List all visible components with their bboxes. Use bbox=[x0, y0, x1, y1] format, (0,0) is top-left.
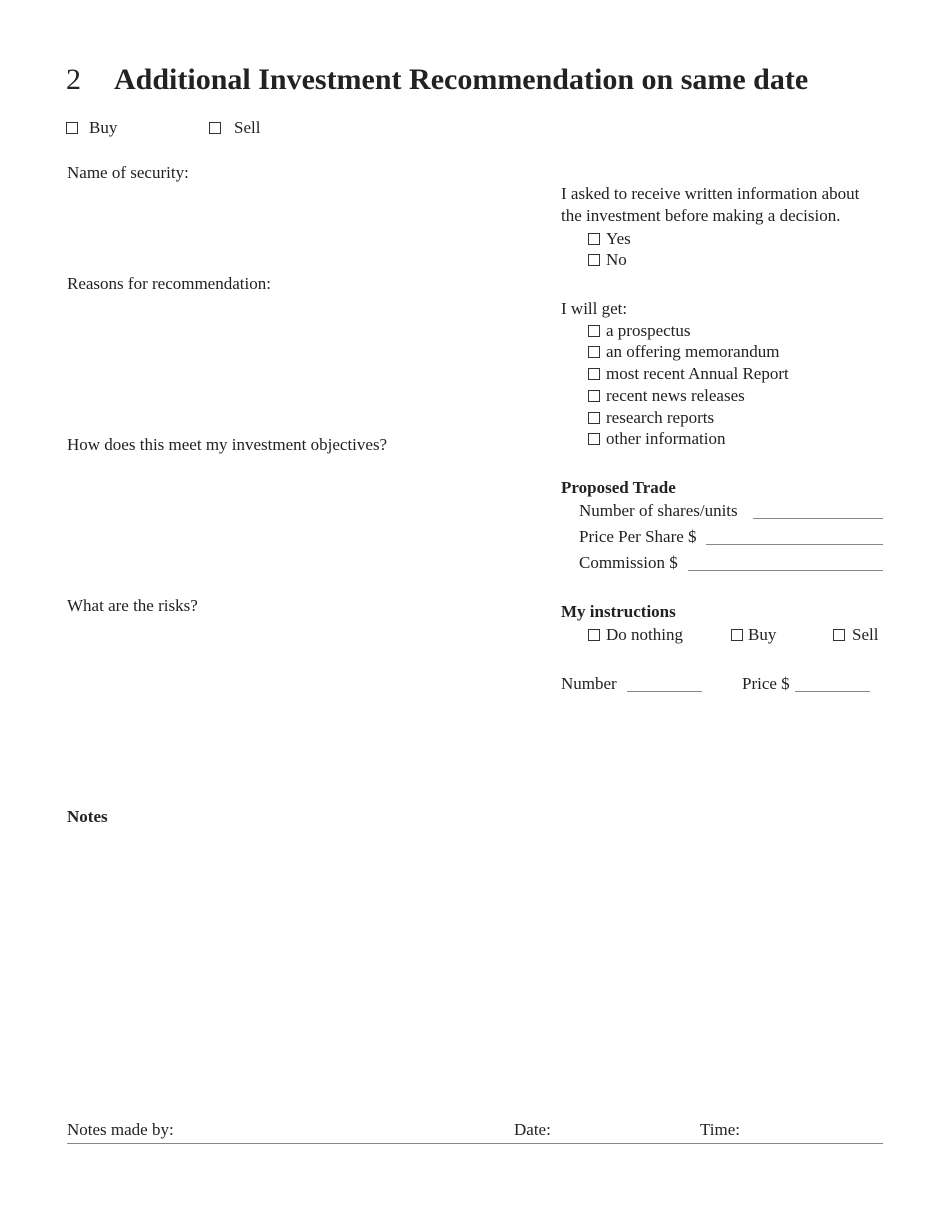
proposed-trade-heading: Proposed Trade bbox=[561, 478, 676, 497]
doc-option-research-reports[interactable] bbox=[588, 407, 714, 428]
doc-option-news-releases[interactable] bbox=[588, 385, 745, 406]
reasons-label: Reasons for recommendation: bbox=[67, 274, 271, 293]
commission-field[interactable] bbox=[688, 554, 883, 571]
instruction-sell-option[interactable] bbox=[833, 624, 878, 645]
doc-label: recent news releases bbox=[606, 386, 745, 405]
time-label: Time: bbox=[700, 1120, 741, 1139]
doc-label: research reports bbox=[606, 408, 715, 427]
doc-checkbox[interactable] bbox=[588, 325, 600, 337]
commission-label: Commission $ bbox=[579, 553, 678, 572]
doc-label: a prospectus bbox=[606, 321, 691, 340]
will-get-label: I will get: bbox=[561, 299, 628, 318]
sell-option[interactable] bbox=[209, 117, 260, 138]
shares-label: Number of shares/units bbox=[579, 501, 738, 520]
instruction-number-field[interactable] bbox=[627, 675, 702, 692]
notes-made-by-label: Notes made by: bbox=[67, 1120, 174, 1139]
info-line-1: I asked to receive written information about bbox=[561, 184, 860, 203]
info-no-checkbox[interactable] bbox=[588, 254, 600, 266]
doc-label: most recent Annual Report bbox=[606, 364, 789, 383]
doc-checkbox[interactable] bbox=[588, 412, 600, 424]
buy-checkbox[interactable] bbox=[66, 122, 78, 134]
doc-label: an offering memorandum bbox=[606, 342, 780, 361]
instruction-number-label: Number bbox=[561, 674, 617, 693]
buy-option[interactable] bbox=[66, 117, 117, 138]
doc-option-prospectus[interactable] bbox=[588, 320, 691, 341]
info-no-option[interactable] bbox=[588, 249, 627, 270]
price-per-share-field[interactable] bbox=[706, 528, 883, 545]
instruction-buy-option[interactable] bbox=[731, 624, 776, 645]
instruction-sell-checkbox[interactable] bbox=[833, 629, 845, 641]
price-per-share-label: Price Per Share $ bbox=[579, 527, 697, 546]
doc-checkbox[interactable] bbox=[588, 390, 600, 402]
objectives-label: How does this meet my investment objectives? bbox=[67, 435, 388, 454]
doc-checkbox[interactable] bbox=[588, 346, 600, 358]
info-no-label: No bbox=[606, 250, 627, 269]
buy-label: Buy bbox=[89, 118, 118, 137]
date-label: Date: bbox=[514, 1120, 551, 1139]
section-number: 2 bbox=[66, 63, 81, 96]
do-nothing-checkbox[interactable] bbox=[588, 629, 600, 641]
footer-signature-line[interactable] bbox=[67, 1143, 883, 1144]
risks-label: What are the risks? bbox=[67, 596, 198, 615]
instruction-buy-checkbox[interactable] bbox=[731, 629, 743, 641]
do-nothing-option[interactable] bbox=[588, 624, 683, 645]
info-yes-label: Yes bbox=[606, 229, 631, 248]
shares-field[interactable] bbox=[753, 502, 883, 519]
instruction-buy-label: Buy bbox=[748, 625, 777, 644]
instructions-heading: My instructions bbox=[561, 602, 676, 621]
page-title: Additional Investment Recommendation on same date bbox=[114, 63, 809, 96]
doc-label: other information bbox=[606, 429, 726, 448]
instruction-sell-label: Sell bbox=[852, 625, 879, 644]
doc-option-annual-report[interactable] bbox=[588, 363, 789, 384]
info-yes-option[interactable] bbox=[588, 228, 631, 249]
do-nothing-label: Do nothing bbox=[606, 625, 683, 644]
name-of-security-label: Name of security: bbox=[67, 163, 189, 182]
notes-heading: Notes bbox=[67, 807, 108, 826]
sell-checkbox[interactable] bbox=[209, 122, 221, 134]
instruction-price-field[interactable] bbox=[795, 675, 870, 692]
instruction-price-label: Price $ bbox=[742, 674, 790, 693]
doc-option-offering-memorandum[interactable] bbox=[588, 341, 779, 362]
doc-checkbox[interactable] bbox=[588, 368, 600, 380]
info-line-2: the investment before making a decision. bbox=[561, 206, 841, 225]
sell-label: Sell bbox=[234, 118, 261, 137]
info-yes-checkbox[interactable] bbox=[588, 233, 600, 245]
doc-option-other-information[interactable] bbox=[588, 428, 725, 449]
doc-checkbox[interactable] bbox=[588, 433, 600, 445]
